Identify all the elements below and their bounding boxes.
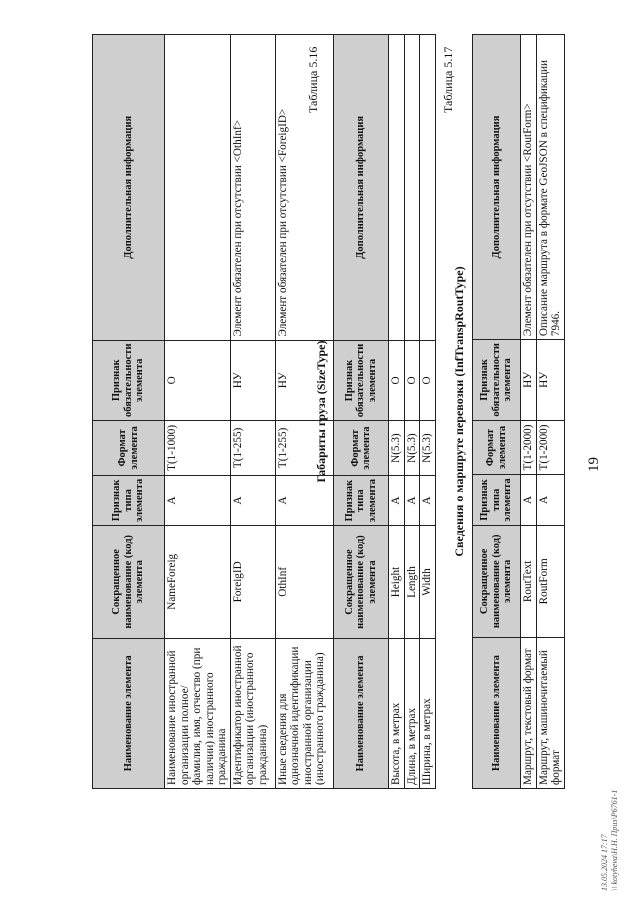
- cell-required: НУ: [230, 340, 275, 421]
- cell-format: T(1-2000): [521, 420, 537, 475]
- table-foreign-org: [92, 34, 334, 789]
- cell-name: Идентификатор иностранной организации (иностранного гражданина): [230, 638, 275, 788]
- cell-format: T(1-255): [275, 421, 333, 476]
- cell-name: Наименование иностранной организации полное/фамилия, имя, отчество (при наличии) иностранного гражданина: [165, 638, 231, 788]
- col-info: Дополнительная информация: [334, 35, 389, 341]
- col-name: Наименование элемента: [93, 638, 165, 788]
- cell-code: RoutText: [521, 525, 537, 637]
- cell-type: А: [536, 475, 564, 525]
- col-info: Дополнительная информация: [473, 35, 521, 340]
- col-required: Признак обязательности элемента: [473, 340, 521, 421]
- cell-type: А: [521, 475, 537, 525]
- footer-line-1: 13.05.2024 17:17: [600, 834, 609, 891]
- table-row: [230, 35, 275, 789]
- table-row: [536, 35, 564, 789]
- cell-code: OthInf: [275, 526, 333, 639]
- cell-type: А: [230, 475, 275, 525]
- col-name: Наименование элемента: [473, 638, 521, 789]
- cell-info: Описание маршрута в формате GeoJSON в спецификации 7946.: [536, 35, 564, 340]
- cell-name: Маршрут, текстовый формат: [521, 638, 537, 789]
- table-header-row: [334, 35, 389, 789]
- cell-required: О: [404, 340, 420, 421]
- col-type: Признак типа элемента: [93, 475, 165, 525]
- cell-code: ForeigID: [230, 526, 275, 639]
- table-header-row: [473, 35, 521, 789]
- cell-type: А: [404, 475, 420, 525]
- cell-code: Width: [420, 526, 436, 639]
- table-route-info: [472, 34, 565, 789]
- table-label-5-17: Таблица 5.17: [441, 46, 455, 113]
- table-label-5-16: Таблица 5.16: [306, 46, 320, 113]
- cell-required: О: [420, 340, 436, 421]
- footer-stamp: [600, 790, 620, 891]
- cell-name: Высота, в метрах: [389, 638, 405, 788]
- table-cargo-size: [333, 34, 436, 789]
- col-format: Формат элемента: [473, 420, 521, 475]
- col-code: Сокращенное наименование (код) элемента: [93, 526, 165, 639]
- cell-info: [165, 35, 231, 341]
- cell-format: T(1-2000): [536, 420, 564, 475]
- footer-line-2: \\ kotyheva\Н.Н. Приз\Р6761-1: [610, 789, 619, 891]
- col-code: Сокращенное наименование (код) элемента: [334, 526, 389, 639]
- cell-name: Иные сведения для однозначной идентификации иностранной организации (иностранного гражданина): [275, 638, 333, 788]
- col-info: Дополнительная информация: [93, 35, 165, 341]
- cell-format: N(5.3): [389, 421, 405, 476]
- col-code: Сокращенное наименование (код) элемента: [473, 525, 521, 637]
- cell-type: А: [420, 475, 436, 525]
- cell-info: Элемент обязателен при отсутствии <ForeigID>: [275, 35, 333, 341]
- col-name: Наименование элемента: [334, 638, 389, 788]
- col-required: Признак обязательности элемента: [334, 340, 389, 421]
- table-title-size: Габариты груза (SizeType): [314, 340, 328, 483]
- col-format: Формат элемента: [93, 421, 165, 476]
- page-number: 19: [586, 457, 602, 472]
- table-row: [420, 35, 436, 789]
- table-row: [389, 35, 405, 789]
- cell-name: Ширина, в метрах: [420, 638, 436, 788]
- cell-format: T(1-1000): [165, 421, 231, 476]
- cell-name: Маршрут, машиночитаемый формат: [536, 638, 564, 789]
- cell-format: T(1-255): [230, 421, 275, 476]
- cell-format: N(5.3): [420, 421, 436, 476]
- cell-info: Элемент обязателен при отсутствии <RoutForm>: [521, 35, 537, 340]
- cell-code: Height: [389, 526, 405, 639]
- table-row: [521, 35, 537, 789]
- table-row: [165, 35, 231, 789]
- col-type: Признак типа элемента: [473, 475, 521, 525]
- table-title-route: Сведения о маршруте перевозки (InfTranspRoutType): [452, 266, 466, 557]
- table-row: [404, 35, 420, 789]
- cell-info: Элемент обязателен при отсутствии <OthInf>: [230, 35, 275, 341]
- cell-info: [420, 35, 436, 341]
- table-header-row: [93, 35, 165, 789]
- cell-required: НУ: [536, 340, 564, 421]
- col-type: Признак типа элемента: [334, 475, 389, 525]
- cell-code: NameForeig: [165, 526, 231, 639]
- cell-type: А: [275, 475, 333, 525]
- cell-info: [404, 35, 420, 341]
- cell-name: Длина, в метрах: [404, 638, 420, 788]
- cell-required: О: [389, 340, 405, 421]
- cell-code: Length: [404, 526, 420, 639]
- cell-format: N(5.3): [404, 421, 420, 476]
- cell-required: НУ: [521, 340, 537, 421]
- cell-type: А: [165, 475, 231, 525]
- cell-required: НУ: [275, 340, 333, 421]
- cell-info: [389, 35, 405, 341]
- cell-type: А: [389, 475, 405, 525]
- cell-code: RoutForm: [536, 525, 564, 637]
- col-required: Признак обязательности элемента: [93, 340, 165, 421]
- col-format: Формат элемента: [334, 421, 389, 476]
- cell-required: О: [165, 340, 231, 421]
